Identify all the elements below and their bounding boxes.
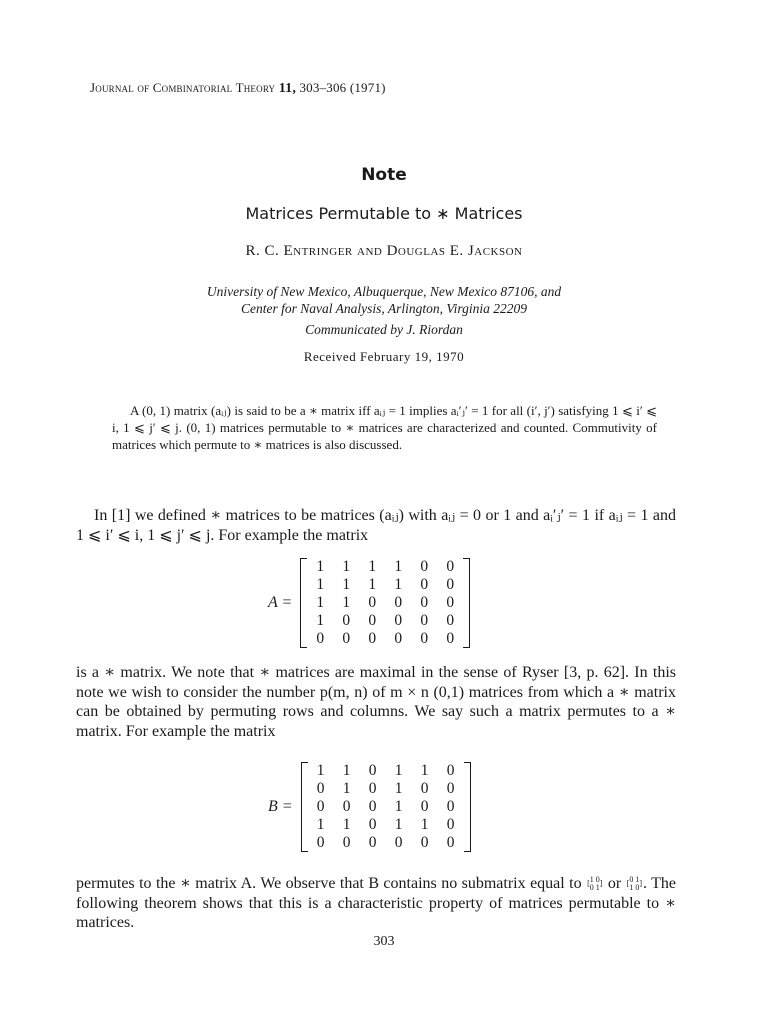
matrix-a-cell: 0: [342, 612, 351, 629]
matrix-b-table: [308, 762, 464, 852]
matrix-a-cell: 0: [368, 630, 377, 647]
received-date: Received February 19, 1970: [303, 349, 465, 364]
matrix-a-cell: 0: [316, 630, 325, 647]
matrix-b-cell: 1: [316, 762, 325, 779]
matrix-a-cell: 1: [316, 576, 325, 593]
note-label: Note: [361, 165, 407, 185]
running-head: [90, 80, 386, 97]
matrix-a-cell: 0: [420, 630, 429, 647]
matrix-b-cell: 1: [342, 762, 351, 779]
matrix-a-cell: 0: [420, 576, 429, 593]
matrix-a-cell: 0: [368, 594, 377, 611]
affiliation-line-1: University of New Mexico, Albuquerque, New Mexico 87106, and: [206, 284, 562, 299]
matrix-b-cell: 1: [420, 762, 429, 779]
matrix-b-cell: 1: [394, 816, 403, 833]
matrix-a-row: [307, 558, 463, 576]
matrix-a-cell: 0: [368, 612, 377, 629]
matrix-b: [268, 762, 471, 852]
matrix-a-cell: 0: [420, 558, 429, 575]
or-text: or: [607, 875, 622, 892]
matrix-a: [268, 558, 470, 648]
matrix-b-cell: 0: [446, 798, 455, 815]
abstract: A (0, 1) matrix (aᵢⱼ) is said to be a ∗ matrix iff aᵢⱼ = 1 implies aᵢ′ⱼ′ = 1 for all (i′, j′) satisfying 1 ⩽ i′ ⩽ i, 1 ⩽ j′ ⩽ j. (0, 1) matrices permutable to ∗ matrices are characterized and counted. Commutivity of matrices which permute to ∗ matrices is also discussed.: [112, 403, 657, 452]
matrix-b-cell: 0: [368, 762, 377, 779]
page-number: 303: [373, 934, 395, 949]
matrix-a-cell: 0: [446, 612, 455, 629]
matrix-a-cell: 0: [446, 594, 455, 611]
affiliation: [0, 283, 768, 317]
matrix-b-cell: 0: [420, 834, 429, 851]
paper-title: Matrices Permutable to ∗ Matrices: [245, 204, 523, 223]
journal-name: Journal of Combinatorial Theory: [90, 80, 276, 95]
submatrix-1-row-1: 1 0: [589, 875, 600, 885]
matrix-a-row: [307, 576, 463, 594]
matrix-b-cell: 1: [342, 780, 351, 797]
affiliation-line-2: Center for Naval Analysis, Arlington, Virginia 22209: [240, 301, 527, 316]
matrix-b-cell: 1: [394, 780, 403, 797]
matrix-a-cell: 0: [394, 630, 403, 647]
paragraph-2: is a ∗ matrix. We note that ∗ matrices are maximal in the sense of Ryser [3, p. 62]. In this note we wish to consider the number p(m, n) of m × n (0,1) matrices from which a ∗ matrix can be obtained by permuting rows and columns. We say such a matrix permutes to a ∗ matrix. For example the matrix: [76, 664, 676, 740]
matrix-b-cell: 0: [446, 834, 455, 851]
matrix-a-cell: 0: [420, 612, 429, 629]
matrix-a-label: A =: [268, 594, 293, 611]
matrix-b-cell: 0: [342, 798, 351, 815]
matrix-a-cell: 1: [316, 558, 325, 575]
matrix-b-cell: 0: [316, 780, 325, 797]
volume-number: 11,: [278, 81, 297, 96]
matrix-a-cell: 1: [316, 612, 325, 629]
matrix-a-cell: 1: [342, 576, 351, 593]
authors: R. C. Entringer and Douglas E. Jackson: [245, 243, 523, 259]
paragraph-3-part-b: . The following theorem shows that this is a characteristic property of matrices permutable to ∗ matrices.: [76, 875, 677, 931]
matrix-a-cell: 1: [368, 558, 377, 575]
matrix-b-cell: 0: [368, 798, 377, 815]
matrix-a-row: [307, 612, 463, 630]
matrix-a-cell: 1: [342, 594, 351, 611]
matrix-b-cell: 0: [446, 762, 455, 779]
matrix-b-bracket: [301, 762, 471, 852]
page-range: 303–306 (1971): [299, 80, 386, 95]
matrix-b-row: [308, 780, 464, 798]
matrix-a-row: [307, 594, 463, 612]
matrix-a-table: [307, 558, 463, 648]
matrix-a-cell: 0: [446, 576, 455, 593]
paragraph-3-part-a: permutes to the ∗ matrix A. We observe that B contains no submatrix equal to: [76, 875, 582, 892]
matrix-b-cell: 0: [316, 834, 325, 851]
submatrix-2-row-1: 0 1: [629, 875, 640, 885]
matrix-a-cell: 0: [394, 594, 403, 611]
matrix-b-cell: 1: [420, 816, 429, 833]
matrix-b-cell: 1: [316, 816, 325, 833]
matrix-b-cell: 1: [394, 798, 403, 815]
matrix-a-cell: 1: [342, 558, 351, 575]
matrix-a-cell: 0: [446, 630, 455, 647]
communicated-by: Communicated by J. Riordan: [305, 322, 463, 337]
matrix-b-cell: 0: [368, 834, 377, 851]
matrix-b-cell: 0: [316, 798, 325, 815]
matrix-b-cell: 0: [446, 816, 455, 833]
matrix-b-cell: 0: [394, 834, 403, 851]
matrix-b-label: B =: [268, 798, 293, 815]
matrix-a-cell: 1: [316, 594, 325, 611]
matrix-b-row: [308, 834, 464, 852]
matrix-a-cell: 0: [394, 612, 403, 629]
matrix-b-cell: 0: [368, 816, 377, 833]
submatrix-2-row-2: 1 0: [629, 883, 640, 893]
matrix-a-cell: 0: [446, 558, 455, 575]
paragraph-1: In [1] we defined ∗ matrices to be matrices (aᵢⱼ) with aᵢⱼ = 0 or 1 and aᵢ′ⱼ′ = 1 if aᵢⱼ = 1 and 1 ⩽ i′ ⩽ i, 1 ⩽ j′ ⩽ j. For example the matrix: [76, 507, 676, 544]
matrix-b-row: [308, 762, 464, 780]
matrix-a-cell: 1: [394, 576, 403, 593]
matrix-a-cell: 0: [420, 594, 429, 611]
matrix-a-cell: 1: [368, 576, 377, 593]
submatrix-1-row-2: 0 1: [589, 883, 600, 893]
matrix-b-cell: 0: [446, 780, 455, 797]
matrix-b-cell: 1: [342, 816, 351, 833]
matrix-b-cell: 0: [420, 798, 429, 815]
matrix-b-cell: 0: [368, 780, 377, 797]
matrix-b-row: [308, 798, 464, 816]
matrix-b-cell: 1: [394, 762, 403, 779]
matrix-b-cell: 0: [420, 780, 429, 797]
matrix-a-cell: 1: [394, 558, 403, 575]
submatrix-2: [ 0 1 1 0 ]: [626, 875, 642, 893]
matrix-b-row: [308, 816, 464, 834]
submatrix-1: [ 1 0 0 1 ]: [587, 875, 603, 893]
matrix-a-cell: 0: [342, 630, 351, 647]
matrix-a-row: [307, 630, 463, 648]
matrix-b-cell: 0: [342, 834, 351, 851]
matrix-a-bracket: [300, 558, 470, 648]
paragraph-3: [76, 874, 676, 933]
